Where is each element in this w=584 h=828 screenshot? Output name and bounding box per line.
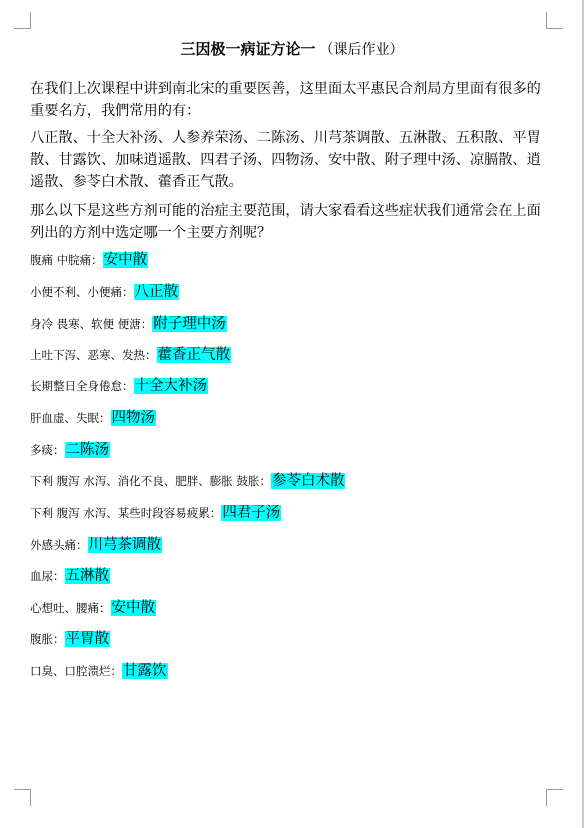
- qa-item: [30, 249, 148, 271]
- answer-highlight: 四君子汤: [222, 505, 281, 521]
- answer-highlight: 附子理中汤: [153, 316, 226, 332]
- crop-mark-bottom-right: [546, 789, 563, 806]
- qa-item: [30, 660, 168, 682]
- answer-highlight: 十全大补汤: [134, 378, 207, 394]
- crop-mark-top-left: [14, 12, 31, 29]
- symptom-text: 口臭、口腔溃烂：: [30, 664, 122, 678]
- symptom-text: 小便不利、小便痛：: [30, 285, 134, 299]
- symptom-text: 血尿：: [30, 569, 65, 583]
- intro-paragraph: 在我们上次课程中讲到南北宋的重要医善，这里面太平惠民合剂局方里面有很多的重要名方，我們常用的有：: [30, 81, 541, 119]
- answer-highlight: 五淋散: [65, 568, 109, 584]
- qa-item: [30, 470, 345, 492]
- answer-highlight: 八正散: [134, 284, 178, 300]
- answer-highlight: 安中散: [111, 600, 155, 616]
- qa-item: [30, 313, 227, 335]
- symptom-text: 腹胀：: [30, 632, 65, 646]
- answer-highlight: 二陈汤: [65, 442, 109, 458]
- symptom-text: 多痰：: [30, 443, 65, 457]
- qa-item: [30, 502, 281, 524]
- symptom-text: 心想吐、腰痛：: [30, 601, 111, 615]
- symptom-text: 长期整日全身倦怠：: [30, 379, 134, 393]
- answer-highlight: 参苓白术散: [271, 473, 345, 489]
- title-main: 三因极一病证方论一: [180, 40, 316, 58]
- title-sub: （课后作业）: [319, 42, 404, 58]
- qa-item: [30, 597, 156, 619]
- symptom-text: 外感头痛：: [30, 538, 88, 552]
- qa-item: [30, 344, 231, 366]
- symptom-text: 身冷 畏寒、软便 便溏：: [30, 317, 153, 331]
- qa-item: [30, 565, 110, 587]
- answer-highlight: 甘露饮: [123, 663, 167, 679]
- qa-item: [30, 281, 179, 303]
- answer-highlight: 四物汤: [111, 410, 155, 426]
- qa-item: [30, 439, 110, 461]
- qa-item: [30, 375, 208, 397]
- answer-highlight: 安中散: [103, 252, 148, 268]
- symptom-text: 下利 腹泻 水泻、某些时段容易疲累：: [30, 506, 222, 520]
- answer-highlight: 藿香正气散: [157, 347, 230, 363]
- qa-item: [30, 628, 110, 650]
- qa-item: [30, 407, 156, 429]
- symptom-text: 上吐下泻、恶寒、发热：: [30, 348, 157, 362]
- formula-list-paragraph: 八正散、十全大补汤、人参养荣汤、二陈汤、川芎茶调散、五淋散、五积散、平胃散、甘露饮、加味逍遥散、四君子汤、四物汤、安中散、附子理中汤、凉膈散、逍遥散、参苓白术散、藿香正气散。: [30, 130, 541, 190]
- answer-highlight: 平胃散: [65, 631, 109, 647]
- symptom-text: 腹痛 中脘痛：: [30, 253, 103, 267]
- question-paragraph: 那么以下是这些方剂可能的治症主要范围，请大家看看这些症状我们通常会在上面列出的方剂中选定哪一个主要方剂呢？: [30, 203, 541, 241]
- qa-item: [30, 534, 162, 556]
- page-title: [0, 38, 584, 59]
- crop-mark-bottom-left: [14, 789, 31, 806]
- symptom-text: 下利 腹泻 水泻、消化不良、肥胖、膨胀 鼓胀：: [30, 474, 271, 488]
- crop-mark-top-right: [546, 12, 563, 29]
- symptom-text: 肝血虚、失眠：: [30, 411, 111, 425]
- answer-highlight: 川芎茶调散: [88, 537, 161, 553]
